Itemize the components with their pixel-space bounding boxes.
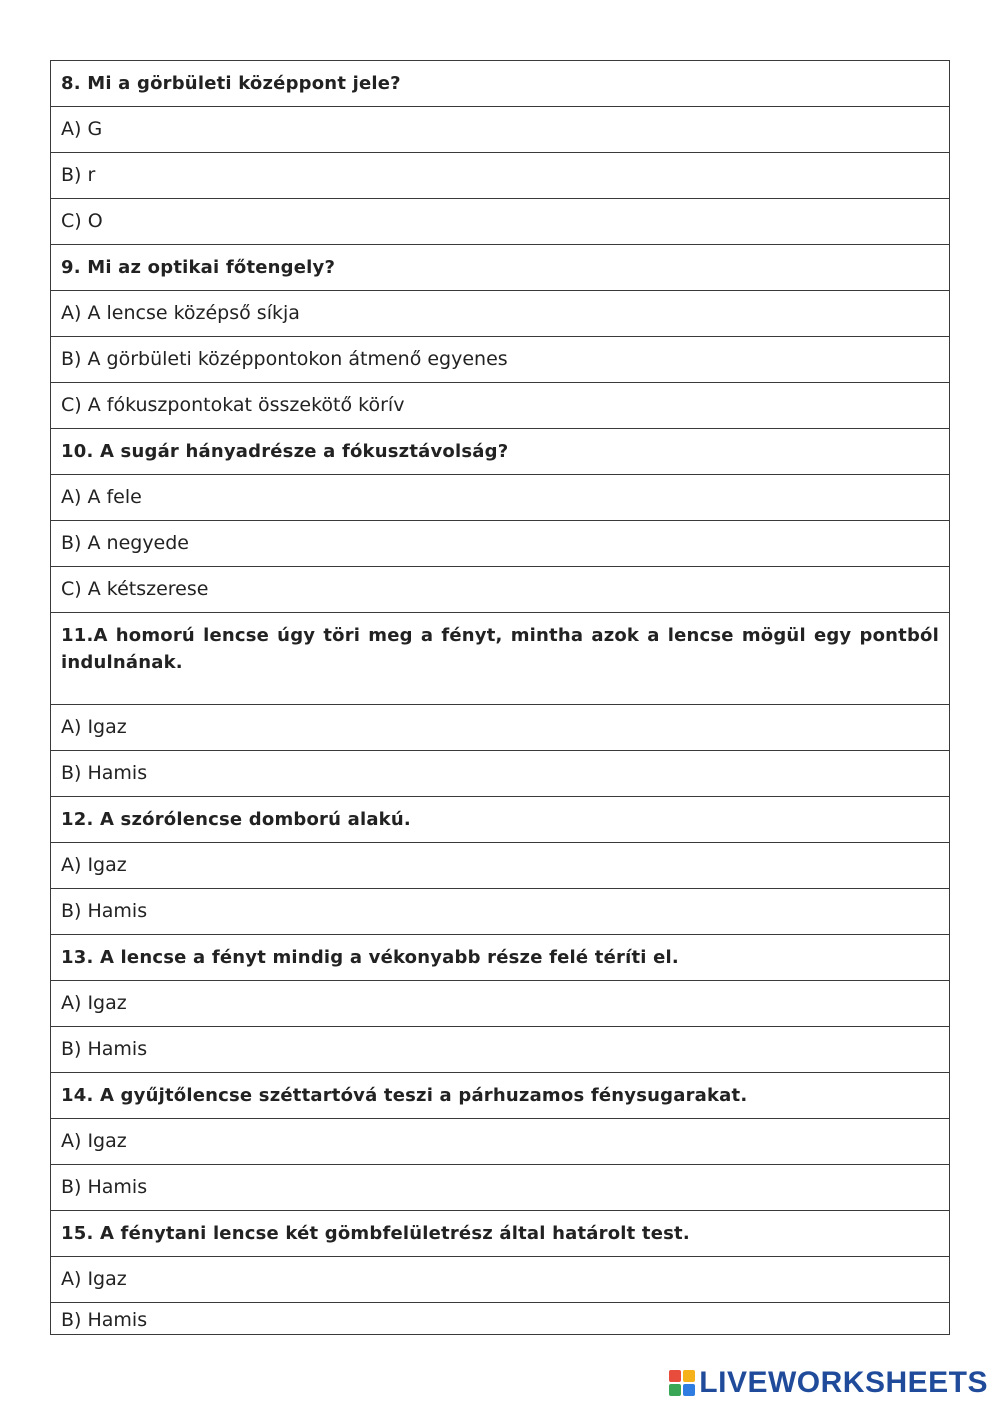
question-row [51,935,950,981]
option-text[interactable]: B) r [51,153,950,199]
question-row [51,1073,950,1119]
option-text[interactable]: B) Hamis [51,889,950,935]
option-row[interactable] [51,705,950,751]
option-text[interactable]: A) A lencse középső síkja [51,291,950,337]
option-text[interactable]: B) Hamis [51,1303,950,1335]
option-text[interactable]: A) Igaz [51,1119,950,1165]
option-text[interactable]: A) Igaz [51,1257,950,1303]
logo-mark-icon [669,1370,695,1396]
question-text: 11.A homorú lencse úgy töri meg a fényt, mintha azok a lencse mögül egy pontból indulnának. [51,613,950,705]
option-text[interactable]: A) Igaz [51,981,950,1027]
question-text: 9. Mi az optikai főtengely? [51,245,950,291]
option-text[interactable]: B) Hamis [51,1027,950,1073]
option-text[interactable]: A) G [51,107,950,153]
question-text: 10. A sugár hányadrésze a fókusztávolság? [51,429,950,475]
option-text[interactable]: C) A kétszerese [51,567,950,613]
option-row[interactable] [51,291,950,337]
liveworksheets-logo [669,1366,988,1400]
option-row[interactable] [51,521,950,567]
question-text: 13. A lencse a fényt mindig a vékonyabb része felé téríti el. [51,935,950,981]
question-text: 14. A gyűjtőlencse széttartóvá teszi a párhuzamos fénysugarakat. [51,1073,950,1119]
option-row[interactable] [51,1119,950,1165]
option-row[interactable] [51,383,950,429]
option-text[interactable]: B) A görbületi középpontokon átmenő egyenes [51,337,950,383]
option-row[interactable] [51,1257,950,1303]
question-row [51,613,950,705]
quiz-table [50,60,950,1335]
option-text[interactable]: B) Hamis [51,751,950,797]
option-row[interactable] [51,1027,950,1073]
question-text: 12. A szórólencse domború alakú. [51,797,950,843]
question-row [51,245,950,291]
option-text[interactable]: A) A fele [51,475,950,521]
option-text[interactable]: B) Hamis [51,1165,950,1211]
option-row[interactable] [51,889,950,935]
question-row [51,1211,950,1257]
option-row[interactable] [51,107,950,153]
question-row [51,797,950,843]
option-row[interactable] [51,475,950,521]
option-text[interactable]: C) O [51,199,950,245]
option-row[interactable] [51,337,950,383]
option-row[interactable] [51,751,950,797]
option-row[interactable] [51,981,950,1027]
option-row[interactable] [51,199,950,245]
option-text[interactable]: C) A fókuszpontokat összekötő körív [51,383,950,429]
option-row[interactable] [51,153,950,199]
option-row[interactable] [51,843,950,889]
option-text[interactable]: B) A negyede [51,521,950,567]
option-text[interactable]: A) Igaz [51,843,950,889]
question-row [51,429,950,475]
logo-text: LIVEWORKSHEETS [699,1366,988,1399]
question-row [51,61,950,107]
option-text[interactable]: A) Igaz [51,705,950,751]
option-row[interactable] [51,567,950,613]
option-row[interactable] [51,1303,950,1335]
question-text: 15. A fénytani lencse két gömbfelületrész által határolt test. [51,1211,950,1257]
option-row[interactable] [51,1165,950,1211]
question-text: 8. Mi a görbületi középpont jele? [51,61,950,107]
